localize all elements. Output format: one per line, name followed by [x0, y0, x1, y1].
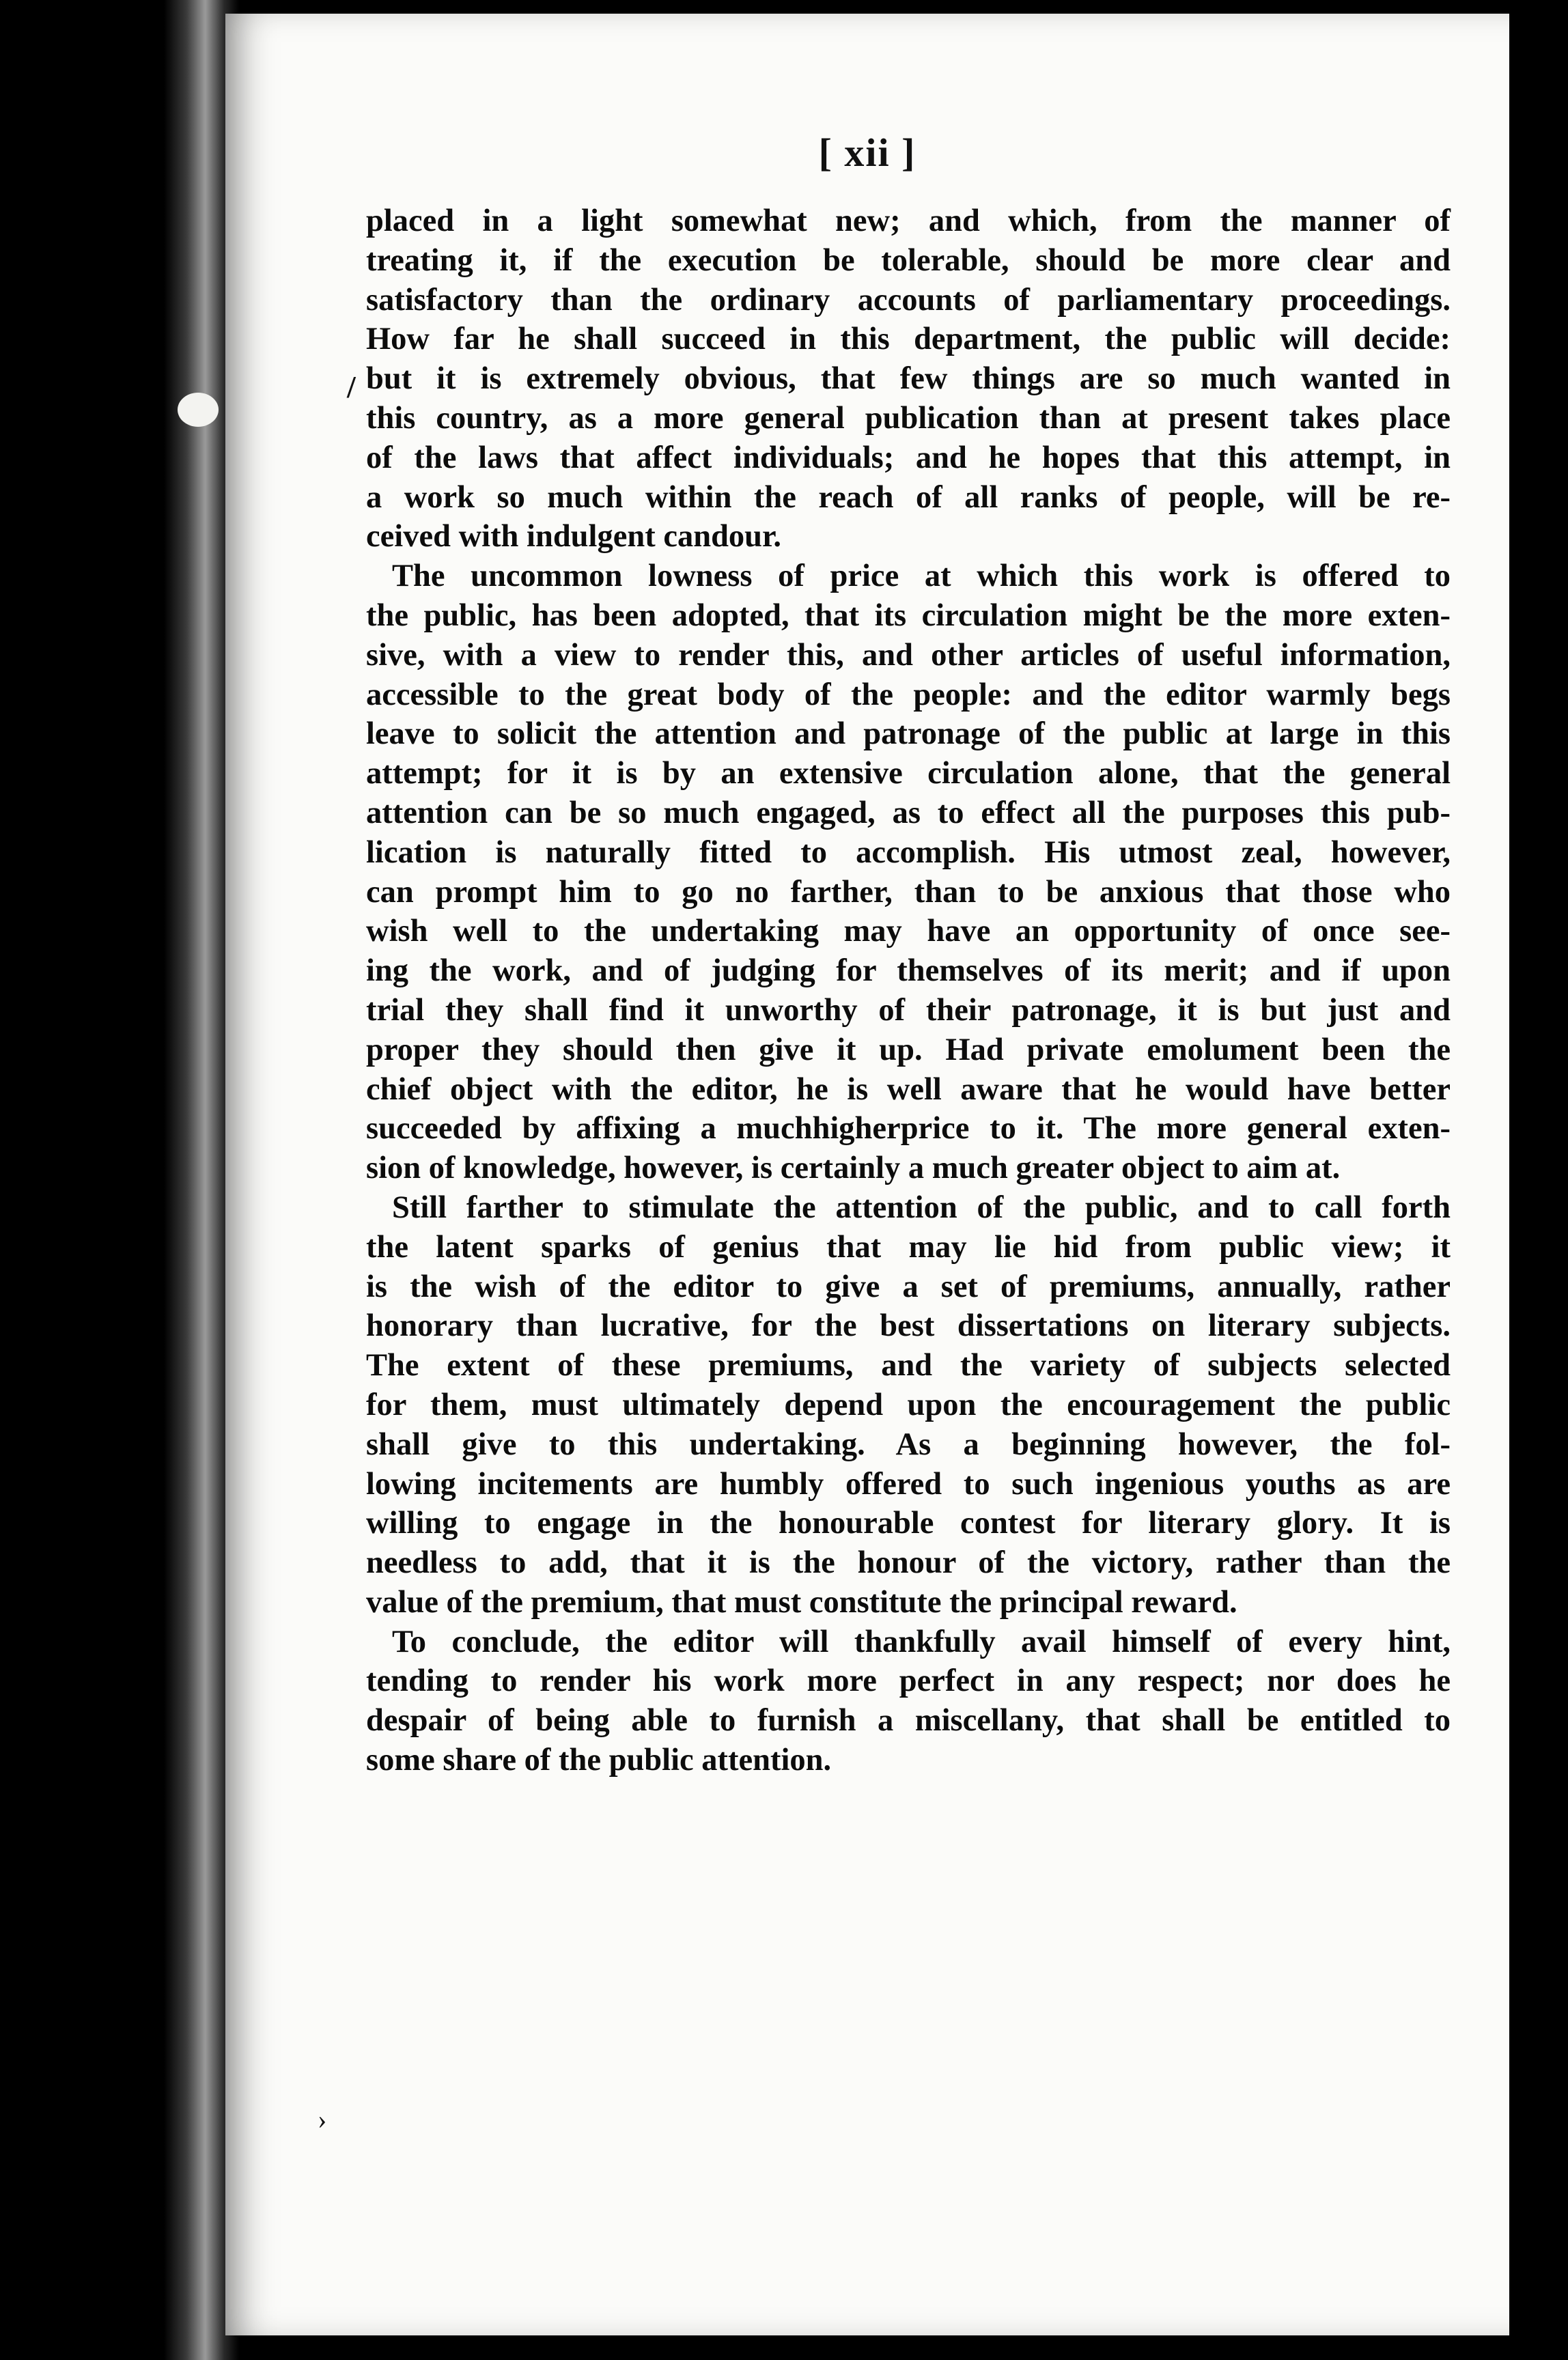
text-line: succeeded by affixing a muchhigherprice to it. The more general exten-: [366, 1111, 1451, 1147]
text-line: wish well to the undertaking may have an opportunity of once see-: [366, 914, 1451, 949]
text-line: ing the work, and of judging for themselves of its merit; and if upon: [366, 953, 1451, 989]
text-line: lowing incitements are humbly offered to such ingenious youths as are: [366, 1466, 1451, 1502]
text-line: shall give to this undertaking. As a beginning however, the fol-: [366, 1427, 1451, 1462]
text-line: some share of the public attention.: [366, 1743, 832, 1778]
text-line: but it is extremely obvious, that few things are so much wanted in: [366, 361, 1451, 397]
text-line: the latent sparks of genius that may lie hid from public view; it: [366, 1229, 1451, 1265]
margin-mark: /: [347, 369, 356, 404]
text-line: placed in a light somewhat new; and which, from the manner of: [366, 203, 1451, 238]
text-line: The extent of these premiums, and the variety of subjects selected: [366, 1348, 1451, 1383]
text-line: accessible to the great body of the people: and the editor warmly begs: [366, 677, 1451, 712]
margin-mark: ›: [318, 2104, 327, 2135]
text-line: How far he shall succeed in this department, the public will decide:: [366, 322, 1451, 357]
text-line: a work so much within the reach of all ranks of people, will be re-: [366, 479, 1451, 515]
text-line: trial they shall find it unworthy of their patronage, it is but just and: [366, 992, 1451, 1028]
book-page: [225, 14, 1509, 2335]
text-line: chief object with the editor, he is well aware that he would have better: [366, 1071, 1451, 1107]
text-line: sion of knowledge, however, is certainly a much greater object to aim at.: [366, 1151, 1341, 1186]
text-line: is the wish of the editor to give a set of premiums, annually, rather: [366, 1269, 1451, 1304]
text-line: willing to engage in the honourable contest for literary glory. It is: [366, 1506, 1451, 1541]
text-line: Still farther to stimulate the attention of the public, and to call forth: [392, 1190, 1451, 1225]
text-line: lication is naturally fitted to accomplish. His utmost zeal, however,: [366, 834, 1451, 870]
text-line: treating it, if the execution be tolerable, should be more clear and: [366, 242, 1451, 278]
body-text: [366, 201, 1451, 1780]
text-line: the public, has been adopted, that its circulation might be the more exten-: [366, 598, 1451, 633]
text-line: attention can be so much engaged, as to effect all the purposes this pub-: [366, 795, 1451, 830]
text-line: value of the premium, that must constitute the principal reward.: [366, 1584, 1237, 1620]
text-line: To conclude, the editor will thankfully avail himself of every hint,: [392, 1624, 1451, 1659]
text-line: tending to render his work more perfect in any respect; nor does he: [366, 1663, 1451, 1699]
page-number-header: [ xii ]: [818, 130, 916, 175]
text-line: for them, must ultimately depend upon the encouragement the public: [366, 1387, 1451, 1422]
text-line: needless to add, that it is the honour of the victory, rather than the: [366, 1545, 1451, 1581]
text-line: of the laws that affect individuals; and he hopes that this attempt, in: [366, 440, 1451, 475]
text-line: sive, with a view to render this, and other articles of useful information,: [366, 637, 1451, 673]
text-line: this country, as a more general publication than at present takes place: [366, 400, 1451, 436]
text-line: satisfactory than the ordinary accounts of parliamentary proceedings.: [366, 282, 1451, 318]
text-line: can prompt him to go no farther, than to be anxious that those who: [366, 874, 1451, 910]
text-line: leave to solicit the attention and patronage of the public at large in this: [366, 716, 1451, 752]
page-hole: [178, 393, 219, 427]
text-line: ceived with indulgent candour.: [366, 519, 782, 554]
text-line: despair of being able to furnish a miscellany, that shall be entitled to: [366, 1703, 1451, 1739]
text-line: honorary than lucrative, for the best dissertations on literary subjects.: [366, 1308, 1451, 1344]
text-line: attempt; for it is by an extensive circulation alone, that the general: [366, 756, 1451, 791]
text-line: proper they should then give it up. Had private emolument been the: [366, 1032, 1451, 1067]
text-line: The uncommon lowness of price at which this work is offered to: [392, 559, 1451, 594]
